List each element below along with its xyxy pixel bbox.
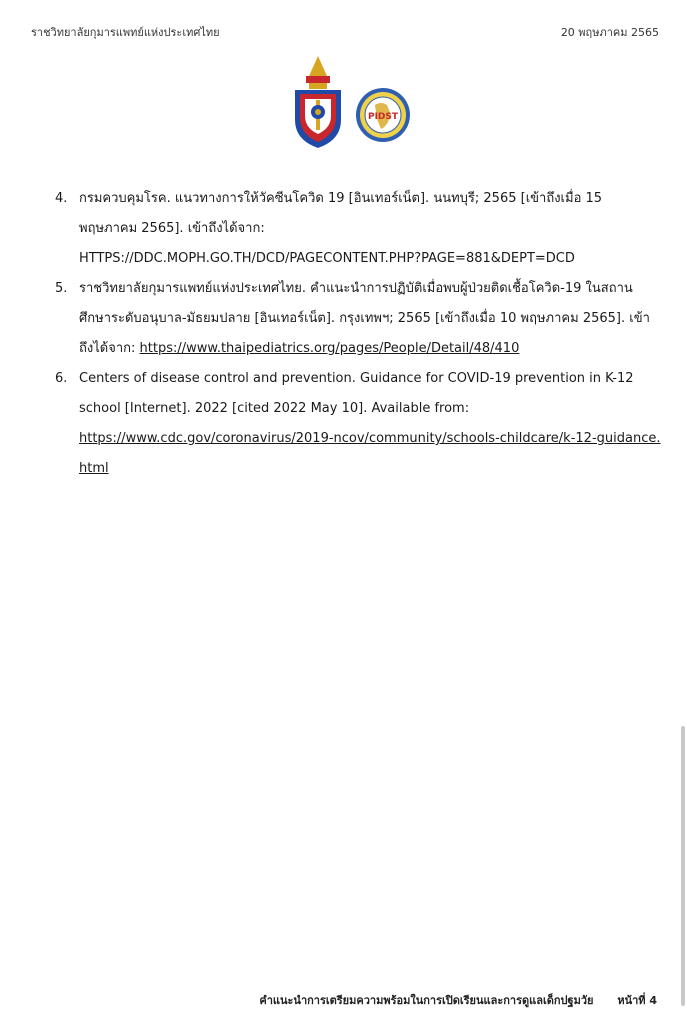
reference-item-6 xyxy=(51,364,663,484)
footer-title: คำแนะนำการเตรียมความพร้อมในการเปิดเรียนและการดูแลเด็กปฐมวัย xyxy=(259,994,594,1007)
reference-item-5 xyxy=(51,274,663,364)
reference-item-4 xyxy=(51,184,663,274)
reference-text: ราชวิทยาลัยกุมารแพทย์แห่งประเทศไทย. คำแนะนำการปฏิบัติเมื่อพบผู้ป่วยติดเชื้อโควิด-19 ในสถานศึกษาระดับอนุบาล-มัธยมปลาย [อินเทอร์เน็ต]. กรุงเทพฯ; 2565 [เข้าถึงเมื่อ 10 พฤษภาคม 2565]. เข้าถึงได้จาก: xyxy=(79,281,650,356)
pidst-seal-logo xyxy=(355,87,411,143)
reference-number: 6. xyxy=(55,371,68,386)
reference-number: 5. xyxy=(55,281,68,296)
page-footer xyxy=(259,991,657,1009)
reference-list xyxy=(51,184,663,484)
footer-page-number: หน้าที่ 4 xyxy=(617,994,657,1007)
scrollbar[interactable] xyxy=(681,726,685,1006)
reference-url: HTTPS://DDC.MOPH.GO.TH/DCD/PAGECONTENT.PHP?PAGE=881&DEPT=DCD xyxy=(79,251,575,266)
reference-link[interactable]: https://www.cdc.gov/coronavirus/2019-ncov/community/schools-childcare/k-12-guidance.html xyxy=(79,431,661,476)
reference-text: กรมควบคุมโรค. แนวทางการให้วัคซีนโควิด 19 [อินเทอร์เน็ต]. นนทบุรี; 2565 [เข้าถึงเมื่อ 15 พฤษภาคม 2565]. เข้าถึงได้จาก: xyxy=(79,191,603,236)
reference-number: 4. xyxy=(55,191,68,206)
reference-link[interactable]: https://www.thaipediatrics.org/pages/People/Detail/48/410 xyxy=(139,341,520,356)
header-organization: ราชวิทยาลัยกุมารแพทย์แห่งประเทศไทย xyxy=(31,26,220,39)
header-date: 20 พฤษภาคม 2565 xyxy=(560,26,659,39)
svg-text:PIDST: PIDST xyxy=(367,112,399,122)
rcpt-crest-logo xyxy=(289,54,347,150)
reference-text: Centers of disease control and prevention. Guidance for COVID-19 prevention in K-12 school [Internet]. 2022 [cited 2022 May 10]. Available from: xyxy=(79,371,634,416)
logo-group xyxy=(285,54,415,150)
